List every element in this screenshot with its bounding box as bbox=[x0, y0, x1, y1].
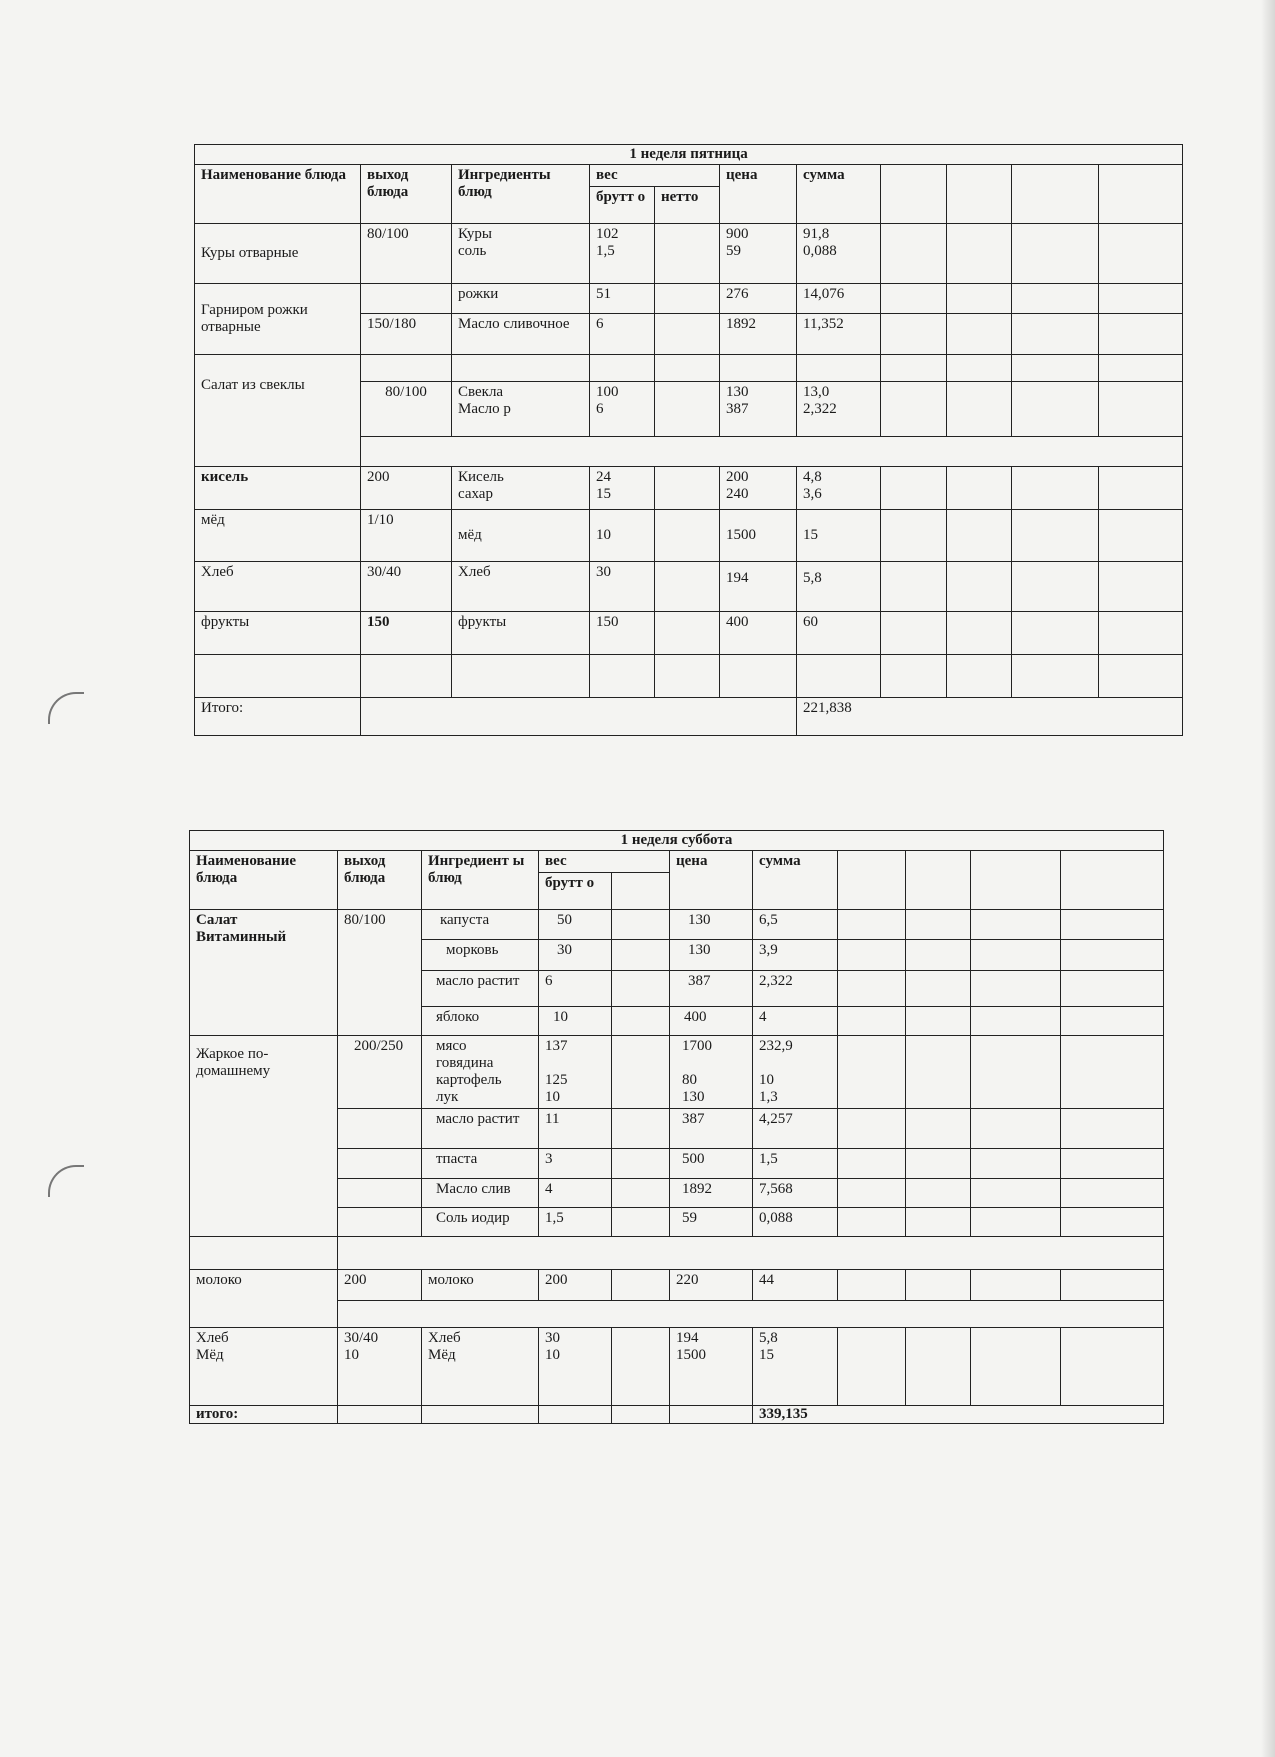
total-label: итого: bbox=[190, 1406, 338, 1424]
saturday-menu-table bbox=[189, 830, 1164, 1424]
friday-menu-table bbox=[194, 144, 1183, 736]
gross-cell: 30 bbox=[539, 940, 612, 971]
empty-cell bbox=[539, 1406, 612, 1424]
price-cell: 194 bbox=[720, 562, 797, 612]
dish-name: Гарниром рожки отварные bbox=[195, 284, 361, 355]
empty-cell bbox=[947, 612, 1012, 655]
price-cell: 59 bbox=[670, 1208, 753, 1237]
dish-name: Хлеб bbox=[195, 562, 361, 612]
empty-cell bbox=[1061, 851, 1164, 910]
empty-cell bbox=[1099, 510, 1183, 562]
empty-cell bbox=[1012, 510, 1099, 562]
price-cell: 387 bbox=[670, 1109, 753, 1149]
empty-cell bbox=[1099, 612, 1183, 655]
empty-cell bbox=[838, 851, 906, 910]
empty-cell bbox=[881, 612, 947, 655]
empty-cell bbox=[1061, 1109, 1164, 1149]
sum-cell: 11,352 bbox=[797, 314, 881, 355]
ingredients-cell: капуста bbox=[422, 910, 539, 940]
price-cell: 194 1500 bbox=[670, 1328, 753, 1406]
empty-cell bbox=[838, 1328, 906, 1406]
sum-cell: 13,0 2,322 bbox=[797, 382, 881, 437]
gross-cell: 10 bbox=[539, 1007, 612, 1036]
empty-cell bbox=[838, 1036, 906, 1109]
ingredients-cell: Хлеб bbox=[452, 562, 590, 612]
empty-cell bbox=[612, 1328, 670, 1406]
ingredients-cell: Хлеб Мёд bbox=[422, 1328, 539, 1406]
empty-cell bbox=[947, 284, 1012, 314]
empty-cell bbox=[1061, 1179, 1164, 1208]
empty-cell bbox=[452, 655, 590, 698]
sum-cell: 4 bbox=[753, 1007, 838, 1036]
gross-cell: 30 10 bbox=[539, 1328, 612, 1406]
empty-cell bbox=[361, 655, 452, 698]
empty-cell bbox=[906, 1208, 971, 1237]
price-cell: 387 bbox=[670, 971, 753, 1007]
empty-cell bbox=[1099, 284, 1183, 314]
table-title: 1 неделя суббота bbox=[190, 831, 1164, 851]
empty-cell bbox=[612, 1270, 670, 1301]
yield-cell bbox=[338, 1208, 422, 1237]
empty-cell bbox=[1099, 382, 1183, 437]
empty-cell bbox=[1061, 1149, 1164, 1179]
net-cell bbox=[655, 510, 720, 562]
yield-cell: 150 bbox=[361, 612, 452, 655]
empty-cell bbox=[1012, 612, 1099, 655]
yield-cell bbox=[361, 355, 452, 382]
empty-cell bbox=[1012, 355, 1099, 382]
empty-cell bbox=[971, 1109, 1061, 1149]
price-cell: 200 240 bbox=[720, 467, 797, 510]
empty-cell bbox=[1099, 224, 1183, 284]
yield-cell bbox=[338, 1109, 422, 1149]
empty-cell bbox=[1012, 284, 1099, 314]
empty-cell bbox=[906, 1109, 971, 1149]
gross-cell bbox=[590, 355, 655, 382]
sum-cell: 44 bbox=[753, 1270, 838, 1301]
empty-cell bbox=[1061, 971, 1164, 1007]
price-cell: 220 bbox=[670, 1270, 753, 1301]
empty-cell bbox=[881, 382, 947, 437]
net-cell bbox=[655, 314, 720, 355]
yield-cell: 80/100 bbox=[361, 224, 452, 284]
header-gross: брутт о bbox=[590, 187, 655, 224]
empty-cell bbox=[655, 655, 720, 698]
header-ingredients: Ингредиент ы блюд bbox=[422, 851, 539, 910]
empty-cell bbox=[612, 1109, 670, 1149]
ingredients-cell: яблоко bbox=[422, 1007, 539, 1036]
header-net: нетто bbox=[655, 187, 720, 224]
punch-hole-mark bbox=[48, 692, 84, 724]
yield-cell: 30/40 10 bbox=[338, 1328, 422, 1406]
dish-name: молоко bbox=[190, 1270, 338, 1328]
yield-cell bbox=[338, 1149, 422, 1179]
table-title: 1 неделя пятница bbox=[195, 145, 1183, 165]
ingredients-cell: молоко bbox=[422, 1270, 539, 1301]
ingredients-cell: морковь bbox=[422, 940, 539, 971]
empty-cell bbox=[881, 314, 947, 355]
header-sum: сумма bbox=[753, 851, 838, 910]
header-ingredients: Ингредиенты блюд bbox=[452, 165, 590, 224]
sum-cell: 60 bbox=[797, 612, 881, 655]
ingredients-cell: Свекла Масло р bbox=[452, 382, 590, 437]
empty-cell bbox=[947, 562, 1012, 612]
header-gross: брутт о bbox=[539, 873, 612, 910]
empty-cell bbox=[1012, 655, 1099, 698]
empty-cell bbox=[612, 1179, 670, 1208]
empty-cell bbox=[881, 510, 947, 562]
sum-cell: 15 bbox=[797, 510, 881, 562]
empty-cell bbox=[881, 224, 947, 284]
empty-cell bbox=[838, 1149, 906, 1179]
empty-cell bbox=[612, 1007, 670, 1036]
empty-cell bbox=[1061, 910, 1164, 940]
empty-row bbox=[361, 437, 1183, 467]
dish-name: Куры отварные bbox=[195, 224, 361, 284]
empty-cell bbox=[947, 355, 1012, 382]
empty-cell bbox=[971, 940, 1061, 971]
price-cell: 130 387 bbox=[720, 382, 797, 437]
empty-cell bbox=[1099, 314, 1183, 355]
price-cell: 1700 80 130 bbox=[670, 1036, 753, 1109]
empty-cell bbox=[947, 467, 1012, 510]
yield-cell: 200/250 bbox=[338, 1036, 422, 1109]
sum-cell: 91,8 0,088 bbox=[797, 224, 881, 284]
empty-cell bbox=[971, 1179, 1061, 1208]
empty-cell bbox=[971, 1328, 1061, 1406]
empty-cell bbox=[881, 165, 947, 224]
header-weight: вес bbox=[590, 165, 720, 187]
sum-cell: 4,257 bbox=[753, 1109, 838, 1149]
header-price: цена bbox=[720, 165, 797, 224]
empty-cell bbox=[881, 284, 947, 314]
empty-cell bbox=[612, 910, 670, 940]
empty-cell bbox=[338, 1406, 422, 1424]
empty-cell bbox=[670, 1406, 753, 1424]
empty-cell bbox=[1061, 1328, 1164, 1406]
empty-cell bbox=[971, 971, 1061, 1007]
empty-cell bbox=[1099, 165, 1183, 224]
total-value: 339,135 bbox=[753, 1406, 1164, 1424]
yield-cell: 150/180 bbox=[361, 314, 452, 355]
net-cell bbox=[655, 612, 720, 655]
empty-cell bbox=[906, 940, 971, 971]
empty-cell bbox=[947, 382, 1012, 437]
empty-cell bbox=[1061, 1036, 1164, 1109]
empty-cell bbox=[971, 1007, 1061, 1036]
gross-cell: 200 bbox=[539, 1270, 612, 1301]
sum-cell: 0,088 bbox=[753, 1208, 838, 1237]
yield-cell bbox=[361, 284, 452, 314]
sum-cell: 1,5 bbox=[753, 1149, 838, 1179]
empty-cell bbox=[881, 467, 947, 510]
dish-name: кисель bbox=[195, 467, 361, 510]
empty-cell bbox=[971, 910, 1061, 940]
price-cell: 900 59 bbox=[720, 224, 797, 284]
header-weight: вес bbox=[539, 851, 670, 873]
empty-cell bbox=[190, 1237, 338, 1270]
ingredients-cell: Куры соль bbox=[452, 224, 590, 284]
empty-cell bbox=[906, 1270, 971, 1301]
empty-cell bbox=[1061, 940, 1164, 971]
gross-cell: 137 125 10 bbox=[539, 1036, 612, 1109]
ingredients-cell: масло растит bbox=[422, 1109, 539, 1149]
empty-cell bbox=[612, 1406, 670, 1424]
total-value: 221,838 bbox=[797, 698, 1183, 736]
empty-cell bbox=[838, 1208, 906, 1237]
sum-cell: 232,9 10 1,3 bbox=[753, 1036, 838, 1109]
gross-cell: 100 6 bbox=[590, 382, 655, 437]
sum-cell: 6,5 bbox=[753, 910, 838, 940]
empty-row bbox=[338, 1301, 1164, 1328]
empty-cell bbox=[838, 1109, 906, 1149]
header-sum: сумма bbox=[797, 165, 881, 224]
empty-cell bbox=[1012, 314, 1099, 355]
empty-cell bbox=[720, 655, 797, 698]
price-cell: 1500 bbox=[720, 510, 797, 562]
empty-cell bbox=[838, 1007, 906, 1036]
sum-cell bbox=[797, 355, 881, 382]
ingredients-cell: Масло слив bbox=[422, 1179, 539, 1208]
empty-cell bbox=[947, 510, 1012, 562]
dish-name: Салат Витаминный bbox=[190, 910, 338, 1036]
empty-cell bbox=[947, 224, 1012, 284]
empty-cell bbox=[195, 655, 361, 698]
sum-cell: 5,8 bbox=[797, 562, 881, 612]
empty-cell bbox=[1012, 562, 1099, 612]
yield-cell: 80/100 bbox=[338, 910, 422, 1036]
ingredients-cell: тпаста bbox=[422, 1149, 539, 1179]
yield-cell: 30/40 bbox=[361, 562, 452, 612]
empty-cell bbox=[612, 1036, 670, 1109]
empty-cell bbox=[590, 655, 655, 698]
total-label: Итого: bbox=[195, 698, 361, 736]
net-cell bbox=[655, 382, 720, 437]
net-cell bbox=[655, 467, 720, 510]
gross-cell: 1,5 bbox=[539, 1208, 612, 1237]
ingredients-cell: мёд bbox=[452, 510, 590, 562]
net-cell bbox=[655, 355, 720, 382]
gross-cell: 3 bbox=[539, 1149, 612, 1179]
header-price: цена bbox=[670, 851, 753, 910]
empty-cell bbox=[971, 851, 1061, 910]
empty-cell bbox=[906, 910, 971, 940]
price-cell: 1892 bbox=[670, 1179, 753, 1208]
empty-cell bbox=[838, 971, 906, 1007]
dish-name: фрукты bbox=[195, 612, 361, 655]
yield-cell: 200 bbox=[361, 467, 452, 510]
header-dish: Наименование блюда bbox=[190, 851, 338, 910]
ingredients-cell bbox=[452, 355, 590, 382]
dish-name: Жаркое по-домашнему bbox=[190, 1036, 338, 1237]
yield-cell: 200 bbox=[338, 1270, 422, 1301]
empty-cell bbox=[1012, 382, 1099, 437]
empty-cell bbox=[361, 698, 797, 736]
price-cell: 130 bbox=[670, 940, 753, 971]
empty-cell bbox=[1012, 224, 1099, 284]
empty-cell bbox=[1012, 165, 1099, 224]
empty-cell bbox=[1099, 655, 1183, 698]
empty-cell bbox=[947, 165, 1012, 224]
gross-cell: 6 bbox=[539, 971, 612, 1007]
empty-cell bbox=[797, 655, 881, 698]
empty-cell bbox=[612, 1149, 670, 1179]
price-cell: 276 bbox=[720, 284, 797, 314]
ingredients-cell: Масло сливочное bbox=[452, 314, 590, 355]
yield-cell: 1/10 bbox=[361, 510, 452, 562]
price-cell: 1892 bbox=[720, 314, 797, 355]
net-cell bbox=[655, 224, 720, 284]
empty-cell bbox=[422, 1406, 539, 1424]
sum-cell: 5,8 15 bbox=[753, 1328, 838, 1406]
empty-cell bbox=[971, 1149, 1061, 1179]
empty-cell bbox=[906, 1007, 971, 1036]
empty-cell bbox=[1099, 562, 1183, 612]
empty-cell bbox=[881, 355, 947, 382]
gross-cell: 51 bbox=[590, 284, 655, 314]
header-yield: выход блюда bbox=[338, 851, 422, 910]
empty-cell bbox=[1099, 355, 1183, 382]
gross-cell: 10 bbox=[590, 510, 655, 562]
empty-cell bbox=[971, 1036, 1061, 1109]
gross-cell: 102 1,5 bbox=[590, 224, 655, 284]
net-cell bbox=[655, 284, 720, 314]
empty-cell bbox=[906, 971, 971, 1007]
scan-shadow bbox=[1261, 0, 1275, 1757]
empty-cell bbox=[1012, 467, 1099, 510]
ingredients-cell: мясо говядина картофель лук bbox=[422, 1036, 539, 1109]
header-dish: Наименование блюда bbox=[195, 165, 361, 224]
empty-cell bbox=[612, 1208, 670, 1237]
empty-cell bbox=[838, 1179, 906, 1208]
price-cell: 400 bbox=[670, 1007, 753, 1036]
gross-cell: 50 bbox=[539, 910, 612, 940]
empty-cell bbox=[1061, 1208, 1164, 1237]
dish-name: мёд bbox=[195, 510, 361, 562]
gross-cell: 4 bbox=[539, 1179, 612, 1208]
gross-cell: 24 15 bbox=[590, 467, 655, 510]
sum-cell: 2,322 bbox=[753, 971, 838, 1007]
empty-cell bbox=[838, 1270, 906, 1301]
empty-cell bbox=[1061, 1270, 1164, 1301]
price-cell: 500 bbox=[670, 1149, 753, 1179]
empty-cell bbox=[971, 1208, 1061, 1237]
gross-cell: 30 bbox=[590, 562, 655, 612]
empty-row bbox=[338, 1237, 1164, 1270]
empty-cell bbox=[906, 1328, 971, 1406]
empty-cell bbox=[838, 910, 906, 940]
empty-cell bbox=[906, 1149, 971, 1179]
empty-cell bbox=[612, 940, 670, 971]
empty-cell bbox=[906, 851, 971, 910]
empty-cell bbox=[881, 562, 947, 612]
yield-cell bbox=[338, 1179, 422, 1208]
empty-cell bbox=[881, 655, 947, 698]
price-cell: 130 bbox=[670, 910, 753, 940]
empty-cell bbox=[947, 314, 1012, 355]
ingredients-cell: масло растит bbox=[422, 971, 539, 1007]
empty-cell bbox=[906, 1179, 971, 1208]
gross-cell: 150 bbox=[590, 612, 655, 655]
yield-cell: 80/100 bbox=[361, 382, 452, 437]
price-cell: 400 bbox=[720, 612, 797, 655]
ingredients-cell: Кисель сахар bbox=[452, 467, 590, 510]
empty-cell bbox=[906, 1036, 971, 1109]
sum-cell: 7,568 bbox=[753, 1179, 838, 1208]
punch-hole-mark bbox=[48, 1165, 84, 1197]
price-cell bbox=[720, 355, 797, 382]
empty-cell bbox=[971, 1270, 1061, 1301]
empty-cell bbox=[947, 655, 1012, 698]
empty-cell bbox=[612, 971, 670, 1007]
empty-cell bbox=[838, 940, 906, 971]
gross-cell: 11 bbox=[539, 1109, 612, 1149]
net-cell bbox=[655, 562, 720, 612]
empty-cell bbox=[1099, 467, 1183, 510]
ingredients-cell: фрукты bbox=[452, 612, 590, 655]
ingredients-cell: рожки bbox=[452, 284, 590, 314]
empty-cell bbox=[1061, 1007, 1164, 1036]
ingredients-cell: Соль иодир bbox=[422, 1208, 539, 1237]
empty-cell bbox=[612, 873, 670, 910]
gross-cell: 6 bbox=[590, 314, 655, 355]
dish-name: Хлеб Мёд bbox=[190, 1328, 338, 1406]
sum-cell: 4,8 3,6 bbox=[797, 467, 881, 510]
header-yield: выход блюда bbox=[361, 165, 452, 224]
dish-name: Салат из свеклы bbox=[195, 355, 361, 467]
sum-cell: 3,9 bbox=[753, 940, 838, 971]
sum-cell: 14,076 bbox=[797, 284, 881, 314]
